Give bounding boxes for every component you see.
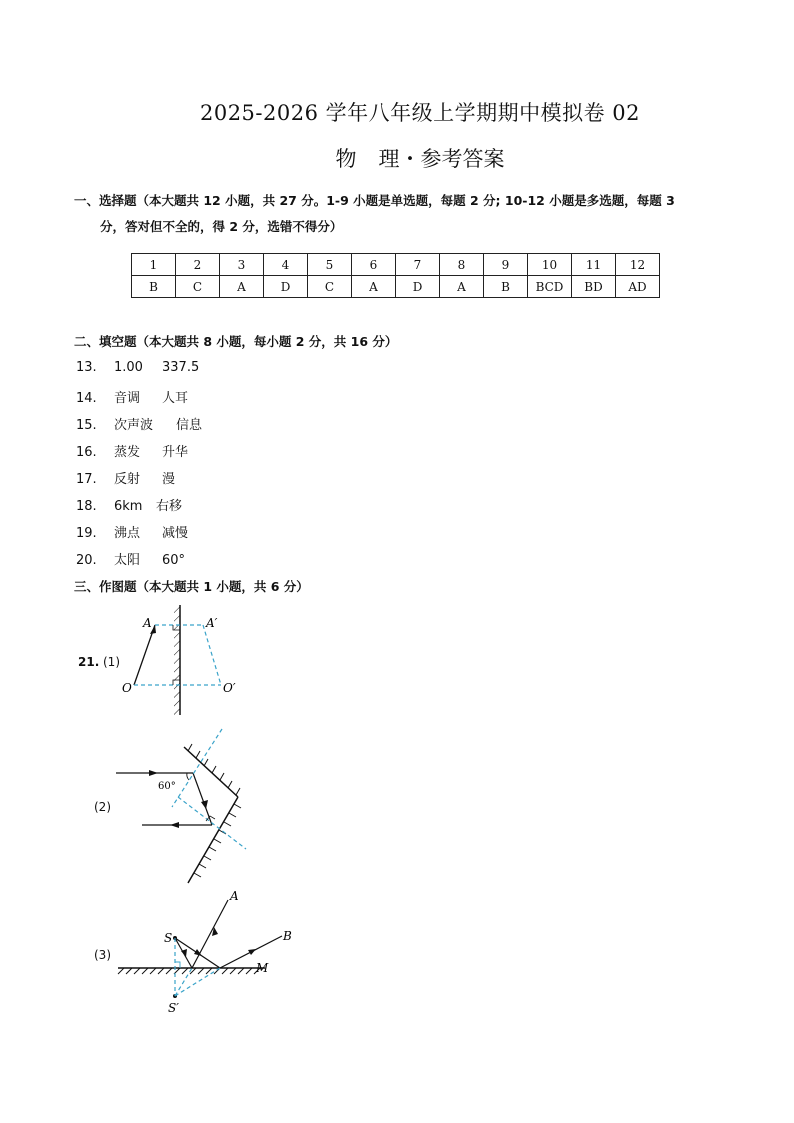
table-cell: A — [220, 276, 264, 298]
section1-line1: 一、选择题（本大题共 12 小题，共 27 分。1-9 小题是单选题，每题 2 分; 10-12 小题是多选题，每题 3 — [74, 193, 675, 208]
item-number: 16. — [76, 445, 97, 460]
mirror-1 — [184, 747, 238, 797]
label-M: M — [256, 961, 269, 975]
item-number: 19. — [76, 526, 97, 541]
answer-2: 升华 — [162, 445, 189, 460]
label-O: O — [122, 681, 132, 695]
table-cell: C — [176, 276, 220, 298]
figure-point-source — [110, 860, 310, 1020]
table-cell: 11 — [572, 254, 616, 276]
table-cell: 8 — [440, 254, 484, 276]
item-number: 14. — [76, 391, 97, 406]
fill-item — [76, 360, 199, 375]
ray-arrowhead — [248, 949, 256, 955]
page-subtitle — [0, 143, 794, 173]
part-label-2: (2) — [94, 800, 111, 814]
answer-table-answer-row — [132, 276, 660, 298]
image-arrow — [203, 625, 221, 685]
section3-heading: 三、作图题（本大题共 1 小题，共 6 分） — [74, 579, 309, 594]
object-arrow — [134, 625, 155, 685]
answer-1: 太阳 — [114, 553, 141, 568]
fill-item — [76, 387, 188, 406]
label-A-prime: A′ — [206, 616, 218, 630]
item-number: 18. — [76, 499, 97, 514]
figure-mirror-image — [110, 600, 250, 720]
table-cell: 7 — [396, 254, 440, 276]
question-number: 21. — [78, 655, 100, 669]
table-cell: AD — [616, 276, 660, 298]
angle-label: 60° — [158, 781, 176, 792]
fill-item — [76, 549, 185, 568]
section1-line2: 分，答对但不全的，得 2 分，选错不得分） — [100, 219, 343, 234]
label-O-prime: O′ — [223, 681, 236, 695]
table-cell: A — [352, 276, 396, 298]
answer-1: 次声波 — [114, 418, 154, 433]
table-cell: D — [264, 276, 308, 298]
answer-2: 右移 — [156, 499, 183, 514]
answer-1: 音调 — [114, 391, 141, 406]
table-cell: 9 — [484, 254, 528, 276]
table-cell: 12 — [616, 254, 660, 276]
table-cell: 5 — [308, 254, 352, 276]
item-number: 15. — [76, 418, 97, 433]
answer-2: 337.5 — [162, 360, 200, 375]
mirror-hatching — [118, 968, 260, 974]
fill-item — [76, 495, 182, 514]
ray-arrowhead — [201, 800, 208, 809]
item-number: 20. — [76, 553, 97, 568]
label-A: A — [143, 616, 152, 630]
table-cell: D — [396, 276, 440, 298]
answer-1: 沸点 — [114, 526, 141, 541]
answer-2: 60° — [162, 553, 186, 568]
mirror-hatching — [174, 605, 180, 715]
label-B: B — [283, 929, 292, 943]
label-S: S — [164, 931, 173, 945]
table-cell: BCD — [528, 276, 572, 298]
answer-2: 信息 — [176, 418, 203, 433]
answer-table-number-row — [132, 254, 660, 276]
answer-1: 6km — [114, 499, 143, 514]
section1-heading — [74, 188, 734, 240]
answer-2: 人耳 — [162, 391, 189, 406]
part-label-3: (3) — [94, 948, 111, 962]
label-S-prime: S′ — [168, 1001, 179, 1015]
table-cell: 1 — [132, 254, 176, 276]
reflected-ray-A — [192, 900, 228, 968]
fill-item — [76, 468, 175, 487]
ray-arrowhead — [170, 822, 179, 828]
subtitle-part-a: 物 — [335, 147, 357, 171]
right-angle-mark — [175, 962, 180, 968]
answer-1: 蒸发 — [114, 445, 141, 460]
fill-item — [76, 414, 202, 433]
table-cell: 6 — [352, 254, 396, 276]
section2-heading: 二、填空题（本大题共 8 小题，每小题 2 分，共 16 分） — [74, 334, 398, 349]
part-label-1: (1) — [103, 655, 120, 669]
table-cell: BD — [572, 276, 616, 298]
table-cell: B — [132, 276, 176, 298]
answer-2: 漫 — [162, 472, 176, 487]
table-cell: C — [308, 276, 352, 298]
page-title: 2025-2026 学年八年级上学期期中模拟卷 02 — [199, 101, 641, 125]
table-cell: A — [440, 276, 484, 298]
fill-item — [76, 522, 188, 541]
answer-1: 反射 — [114, 472, 141, 487]
angle-arc — [187, 773, 189, 780]
dashed-line — [175, 968, 220, 996]
answer-table — [131, 253, 660, 298]
table-cell: 3 — [220, 254, 264, 276]
ray-arrowhead — [149, 770, 158, 776]
fill-item — [76, 441, 188, 460]
table-cell: 4 — [264, 254, 308, 276]
table-cell: 2 — [176, 254, 220, 276]
answer-2: 减慢 — [162, 526, 189, 541]
label-A: A — [230, 889, 239, 903]
mirror-1-hatching — [188, 744, 240, 795]
item-number: 17. — [76, 472, 97, 487]
table-cell: 10 — [528, 254, 572, 276]
subtitle-part-b: 理・参考答案 — [378, 147, 505, 171]
table-cell: B — [484, 276, 528, 298]
item-number: 13. — [76, 360, 97, 375]
answer-1: 1.00 — [114, 360, 143, 375]
